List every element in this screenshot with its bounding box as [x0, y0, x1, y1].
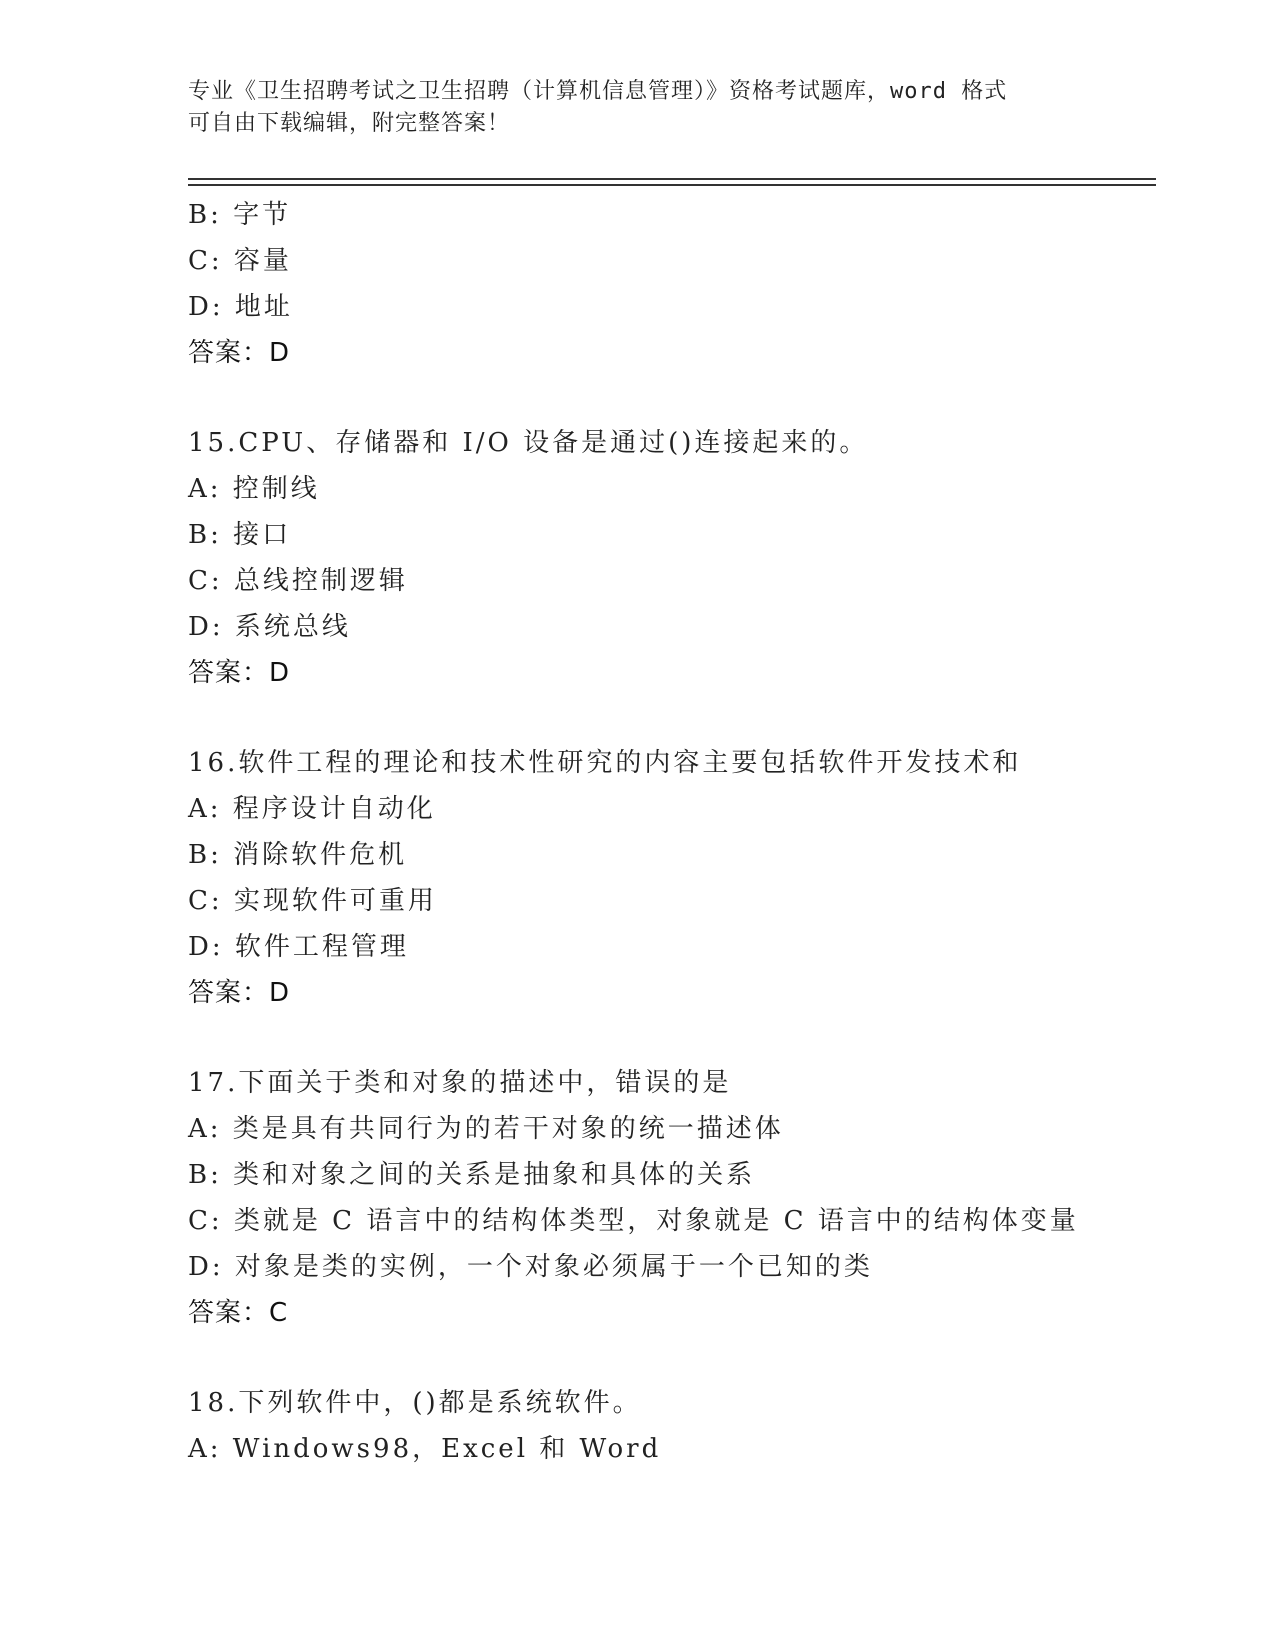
answer-label: 答案：D: [188, 978, 291, 1008]
question-text: 16.软件工程的理论和技术性研究的内容主要包括软件开发技术和: [188, 748, 1022, 778]
header-line-1: 专业《卫生招聘考试之卫生招聘（计算机信息管理）》资格考试题库，word 格式: [188, 79, 1008, 104]
option-a: A: 类是具有共同行为的若干对象的统一描述体: [188, 1114, 784, 1144]
option-d: D: 系统总线: [188, 612, 351, 642]
option-d: D: 对象是类的实例，一个对象必须属于一个已知的类: [188, 1252, 873, 1282]
question-14-continuation: [188, 192, 1156, 376]
question-text: 15.CPU、存储器和 I/O 设备是通过()连接起来的。: [188, 428, 869, 458]
option-a: A: 程序设计自动化: [188, 794, 436, 824]
option-c: C: 总线控制逻辑: [188, 566, 408, 596]
question-18: [188, 1380, 1156, 1472]
option-d: D: 软件工程管理: [188, 932, 409, 962]
option-a: A: Windows98，Excel 和 Word: [188, 1434, 662, 1464]
option-b: B: 接口: [188, 520, 292, 550]
question-list: [188, 192, 1156, 1472]
answer-label: 答案：D: [188, 658, 291, 688]
header-line-2: 可自由下载编辑，附完整答案！: [188, 111, 511, 136]
header-divider-bottom: [188, 184, 1156, 186]
option-b: B: 字节: [188, 200, 292, 230]
question-17: [188, 1060, 1156, 1336]
document-header: [188, 76, 1088, 140]
option-b: B: 消除软件危机: [188, 840, 408, 870]
option-c: C: 实现软件可重用: [188, 886, 437, 916]
header-divider-top: [188, 178, 1156, 180]
question-15: [188, 420, 1156, 696]
option-c: C: 类就是 C 语言中的结构体类型，对象就是 C 语言中的结构体变量: [188, 1206, 1079, 1236]
option-b: B: 类和对象之间的关系是抽象和具体的关系: [188, 1160, 756, 1190]
answer-label: 答案：C: [188, 1298, 289, 1328]
question-text: 17.下面关于类和对象的描述中，错误的是: [188, 1068, 732, 1098]
option-c: C: 容量: [188, 246, 292, 276]
option-d: D: 地址: [188, 292, 293, 322]
question-16: [188, 740, 1156, 1016]
question-text: 18.下列软件中，()都是系统软件。: [188, 1388, 642, 1418]
option-a: A: 控制线: [188, 474, 320, 504]
answer-label: 答案：D: [188, 338, 291, 368]
